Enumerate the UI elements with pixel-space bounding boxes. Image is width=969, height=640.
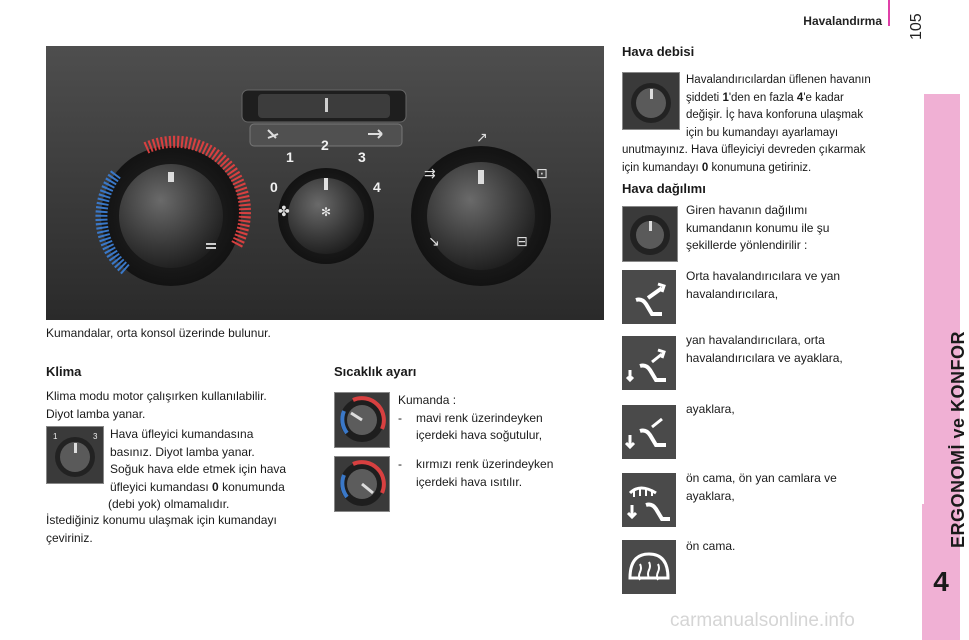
list-dash: -: [398, 457, 402, 471]
feet-mode-thumbnail: [622, 405, 676, 459]
hava-debisi-line: [686, 90, 871, 108]
sicaklik-heading: Sıcaklık ayarı: [334, 364, 417, 379]
hava-debisi-l2a: şiddeti: [686, 91, 723, 104]
hava-debisi-line: unutmayınız. Hava üfleyiciyi devreden çıkarmak: [622, 144, 866, 156]
klima-indent-line: [110, 479, 286, 497]
klima-para2: [46, 512, 277, 547]
photo-caption: Kumandalar, orta konsol üzerinde bulunur.: [46, 326, 271, 340]
windscreen-defrost-icon: [622, 540, 676, 594]
mode-face-feet-text: [686, 332, 843, 367]
watermark: carmanualsonline.info: [670, 610, 855, 631]
sicaklik-item-line: içerdeki hava soğutulur,: [416, 428, 543, 442]
mode-line: ön cama.: [686, 539, 736, 553]
speed-label-2: 2: [321, 137, 329, 153]
section-label-text: ERGONOMİ ve KONFOR: [948, 330, 968, 548]
hava-debisi-l2e: 'e kadar: [803, 91, 844, 104]
svg-text:✤: ✤: [278, 204, 290, 220]
feet-vent-icon: [622, 405, 676, 459]
control-panel-photo: [46, 46, 604, 320]
section-tab-divider: [922, 94, 924, 504]
mode-line: ayaklara,: [686, 488, 735, 503]
svg-text:3: 3: [93, 432, 98, 441]
chapter-number: 4: [933, 566, 949, 597]
klima-line-a-end: konumunda: [218, 479, 285, 494]
klima-para2-line1: İstediğiniz konumu ulaşmak için kumandayı: [46, 513, 277, 527]
mode-face-text: [686, 268, 840, 303]
face-vent-mode-thumbnail: [622, 270, 676, 324]
sicaklik-item-line: içerdeki hava ısıtılır.: [416, 474, 523, 489]
klima-indent-line: basınız. Diyot lamba yanar.: [110, 444, 255, 459]
svg-text:↘: ↘: [428, 234, 440, 250]
hava-debisi-l6a: için kumandayı: [622, 161, 702, 174]
fan-knob-icon: [47, 427, 103, 483]
klima-indent-line: Hava üfleyici kumandasına: [110, 427, 254, 441]
fan-speed-knob-icon: [623, 73, 679, 129]
header-divider: [888, 0, 890, 26]
speed-label-3: 3: [358, 149, 366, 165]
sicaklik-item-hot: [398, 456, 594, 491]
temp-knob-hot-icon: [335, 457, 389, 511]
list-dash: -: [398, 410, 402, 425]
klima-indent-text: [110, 426, 286, 496]
control-panel-illustration: [46, 46, 604, 320]
hava-debisi-line: [622, 160, 866, 178]
hava-debisi-l2d: 4: [796, 91, 804, 104]
hava-debisi-line: için bu kumandayı ayarlamayı: [686, 126, 839, 139]
face-feet-mode-thumbnail: [622, 336, 676, 390]
svg-text:⊟: ⊟: [516, 234, 528, 250]
hava-debisi-line: değişir. İç hava konforuna ulaşmak: [686, 109, 864, 121]
hava-debisi-l2b: 1: [722, 91, 729, 104]
svg-text:⊡: ⊡: [536, 166, 548, 182]
mode-feet-text: [686, 401, 735, 419]
klima-line-a: üfleyici kumandası: [110, 479, 213, 494]
klima-para1-line2: Diyot lamba yanar.: [46, 406, 146, 421]
mode-windscreen-feet-text: [686, 470, 837, 505]
distribution-knob-thumbnail: [622, 206, 678, 262]
svg-text:⇉: ⇉: [424, 166, 436, 182]
fan-knob-thumbnail: [46, 426, 104, 484]
klima-indent-line: Soğuk hava elde etmek için hava: [110, 462, 287, 476]
page-number: 105: [908, 13, 925, 40]
hava-debisi-indent: [686, 72, 871, 142]
windscreen-feet-icon: [622, 473, 676, 527]
speed-label-4: 4: [373, 179, 381, 195]
mode-line: havalandırıcılara ve ayaklara,: [686, 350, 843, 365]
sicaklik-item-cold: [398, 410, 594, 445]
face-feet-vent-icon: [622, 336, 676, 390]
temp-hot-thumbnail: [334, 456, 390, 512]
hava-dagilimi-intro-line: şekillerde yönlendirilir :: [686, 238, 808, 252]
temp-knob-cold-icon: [335, 393, 389, 447]
temp-cold-thumbnail: [334, 392, 390, 448]
mode-line: ayaklara,: [686, 402, 735, 416]
klima-para2-line2: çeviriniz.: [46, 530, 93, 545]
face-vent-icon: [622, 270, 676, 324]
hava-debisi-heading: Hava debisi: [622, 44, 695, 59]
hava-dagilimi-intro-line: Giren havanın dağılımı: [686, 203, 808, 217]
sicaklik-item-cold-text: [416, 410, 543, 445]
sicaklik-text: [398, 392, 594, 445]
hava-dagilimi-intro: [686, 202, 829, 255]
klima-line-a-bold: 0: [212, 479, 219, 494]
sicaklik-item-line: mavi renk üzerindeyken: [416, 410, 543, 425]
page-header-title: Havalandırma: [803, 14, 882, 28]
mode-line: yan havalandırıcılara, orta: [686, 333, 825, 347]
sicaklik-item-line: kırmızı renk üzerindeyken: [416, 457, 554, 471]
mode-line: havalandırıcılara,: [686, 286, 779, 301]
klima-heading: Klima: [46, 364, 82, 379]
svg-text:↗: ↗: [476, 130, 488, 146]
mode-windscreen-text: [686, 538, 735, 556]
hava-debisi-l6c: konumuna getiriniz.: [708, 161, 812, 174]
svg-text:1: 1: [53, 432, 58, 441]
klima-line-b: (debi yok) olmamalıdır.: [108, 497, 230, 511]
distribution-knob-icon: [623, 207, 677, 261]
hava-dagilimi-intro-line: kumandanın konumu ile şu: [686, 220, 830, 235]
mode-line: Orta havalandırıcılara ve yan: [686, 269, 841, 283]
klima-para1: [46, 388, 267, 423]
fan-speed-thumbnail: [622, 72, 680, 130]
klima-para1-line1: Klima modu motor çalışırken kullanılabilir.: [46, 389, 267, 403]
speed-label-0: 0: [270, 179, 278, 195]
mode-line: ön cama, ön yan camlara ve: [686, 471, 837, 485]
hava-debisi-full: [622, 142, 866, 177]
hava-debisi-line: Havalandırıcılardan üflenen havanın: [686, 74, 871, 86]
speed-label-1: 1: [286, 149, 294, 165]
svg-text:✻: ✻: [320, 205, 332, 219]
windscreen-mode-thumbnail: [622, 540, 676, 594]
hava-dagilimi-heading: Hava dağılımı: [622, 181, 706, 196]
hava-debisi-l6b: 0: [701, 161, 709, 174]
sicaklik-intro: Kumanda :: [398, 393, 457, 407]
hava-debisi-l2c: 'den en fazla: [728, 91, 797, 104]
sicaklik-item-hot-text: [416, 456, 553, 491]
windscreen-feet-mode-thumbnail: [622, 473, 676, 527]
